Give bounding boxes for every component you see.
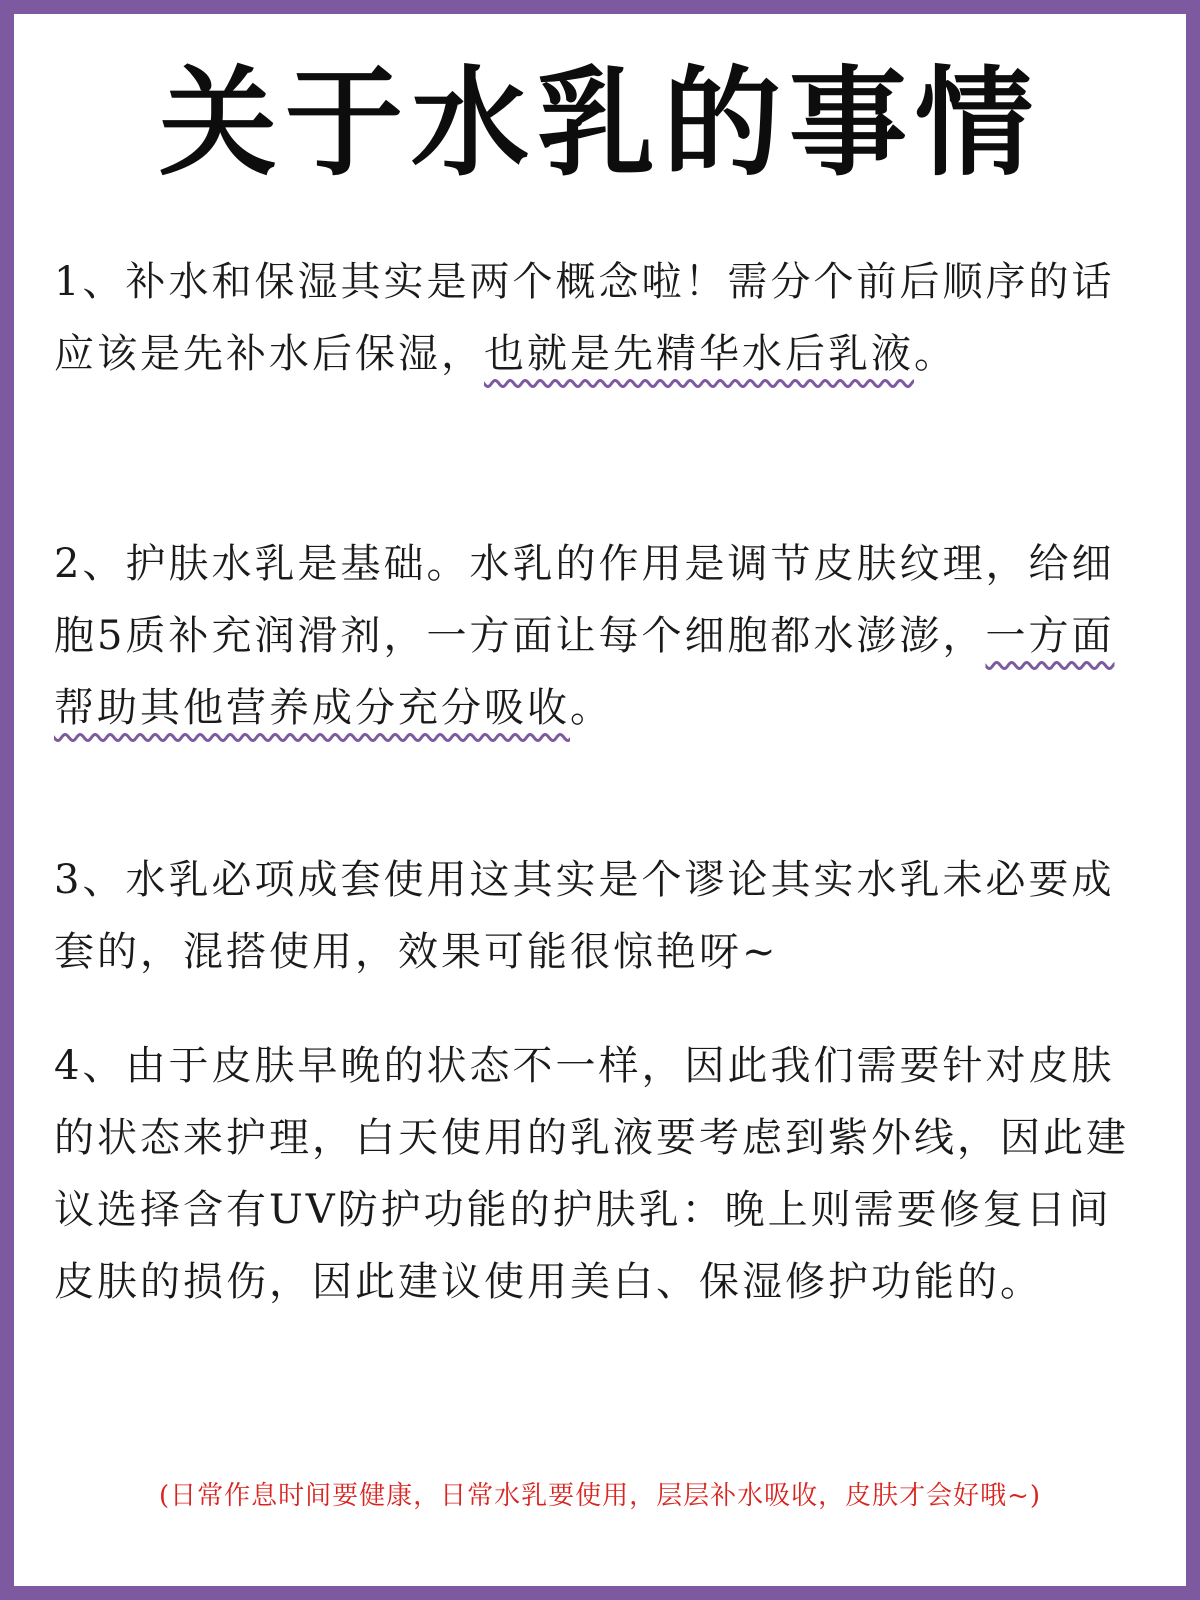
tip-2 bbox=[54, 528, 1146, 744]
tip-2-highlight: 一方面帮助其他营养成分充分吸收 bbox=[54, 613, 1115, 731]
tip-2-tail: 。 bbox=[570, 685, 613, 731]
tip-3-text: 3、水乳必项成套使用这其实是个谬论其实水乳未必要成套的，混搭使用，效果可能很惊艳呀~ bbox=[54, 857, 1115, 975]
page-title: 关于水乳的事情 bbox=[158, 54, 1041, 192]
tip-1-highlight: 也就是先精华水后乳液 bbox=[484, 331, 914, 377]
tip-4 bbox=[54, 1030, 1146, 1318]
tip-1-text: 1、补水和保湿其实是两个概念啦！需分个前后顺序的话应该是先补水后保湿， bbox=[54, 259, 1115, 377]
tip-3 bbox=[54, 844, 1146, 988]
tip-2-text: 2、护肤水乳是基础。水乳的作用是调节皮肤纹理，给细胞5质补充润滑剂，一方面让每个细胞都水澎澎， bbox=[54, 541, 1115, 659]
tip-1 bbox=[54, 246, 1146, 390]
footer-note: (日常作息时间要健康，日常水乳要使用，层层补水吸收，皮肤才会好哦~) bbox=[158, 1481, 1042, 1511]
tip-1-tail: 。 bbox=[914, 331, 957, 377]
tip-4-text: 4、由于皮肤早晚的状态不一样，因此我们需要针对皮肤的状态来护理，白天使用的乳液要考虑到紫外线，因此建议选择含有UV防护功能的护肤乳：晚上则需要修复日间皮肤的损伤，因此建议使用美白、保湿修护功能的。 bbox=[54, 1043, 1129, 1305]
